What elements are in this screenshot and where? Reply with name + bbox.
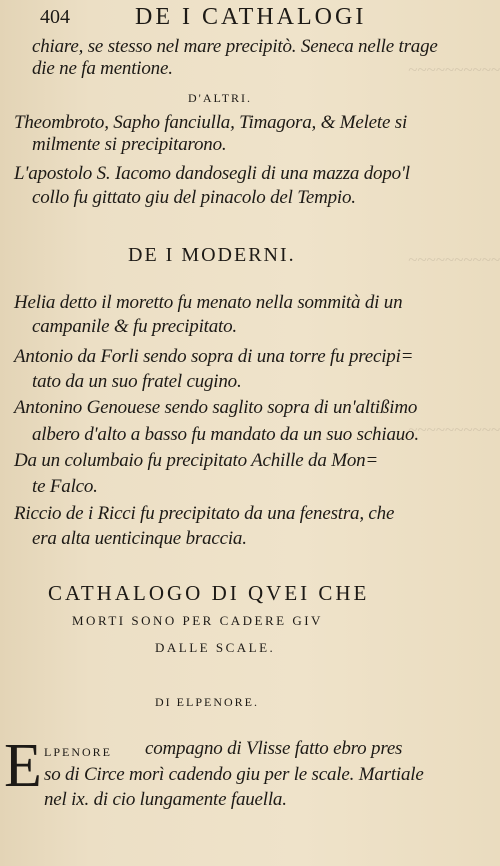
text-line: chiare, se stesso nel mare precipitò. Seneca nelle trage [32, 36, 438, 57]
drop-capital: E [4, 732, 42, 800]
section-heading: DE I MODERNI. [128, 244, 296, 266]
section-title-line-2: MORTI SONO PER CADERE GIV [72, 613, 323, 628]
bleed-through-text: ~~~~~~~~~~ [408, 60, 500, 79]
running-title: DE I CATHALOGI [135, 4, 367, 30]
section-title-line-1: CATHALOGO DI QVEI CHE [48, 581, 370, 605]
text-line: die ne fa mentione. [32, 58, 173, 79]
text-line: tato da un suo fratel cugino. [32, 371, 242, 392]
subheading: D'ALTRI. [188, 91, 253, 105]
bleed-through-text: ~~~~~~~~~~ [408, 420, 500, 439]
text-line: era alta uenticinque braccia. [32, 528, 247, 549]
text-line: Da un columbaio fu precipitato Achille da Mon= [14, 450, 379, 471]
text-line: campanile & fu precipitato. [32, 316, 237, 337]
text-line: te Falco. [32, 476, 98, 497]
text-line: Antonino Genouese sendo saglito sopra di un'altißimo [14, 397, 418, 418]
text-line: collo fu gittato giu del pinacolo del Tempio. [32, 187, 356, 208]
section-title-line-3: DALLE SCALE. [155, 640, 276, 655]
text-line: compagno di Vlisse fatto ebro pres [145, 738, 403, 759]
page-number: 404 [40, 6, 70, 28]
bleed-through-text: ~~~~~~~~~~ [408, 250, 500, 269]
text-line: so di Circe morì cadendo giu per le scale. Martiale [44, 764, 424, 785]
text-line: albero d'alto a basso fu mandato da un suo schiauo. [32, 424, 419, 445]
text-line: L'apostolo S. Iacomo dandosegli di una mazza dopo'l [14, 163, 410, 184]
small-caps-word: LPENORE [44, 745, 112, 759]
text-line: Helia detto il moretto fu menato nella sommità di un [14, 292, 403, 313]
text-line: Riccio de i Ricci fu precipitato da una fenestra, che [14, 503, 395, 524]
text-line: nel ix. di cio lungamente fauella. [44, 789, 287, 810]
text-line: Theombroto, Sapho fanciulla, Timagora, & Melete si [14, 112, 408, 133]
text-line: Antonio da Forli sendo sopra di una torre fu precipi= [14, 346, 414, 367]
text-line: milmente si precipitarono. [32, 134, 227, 155]
subheading: DI ELPENORE. [155, 695, 259, 709]
